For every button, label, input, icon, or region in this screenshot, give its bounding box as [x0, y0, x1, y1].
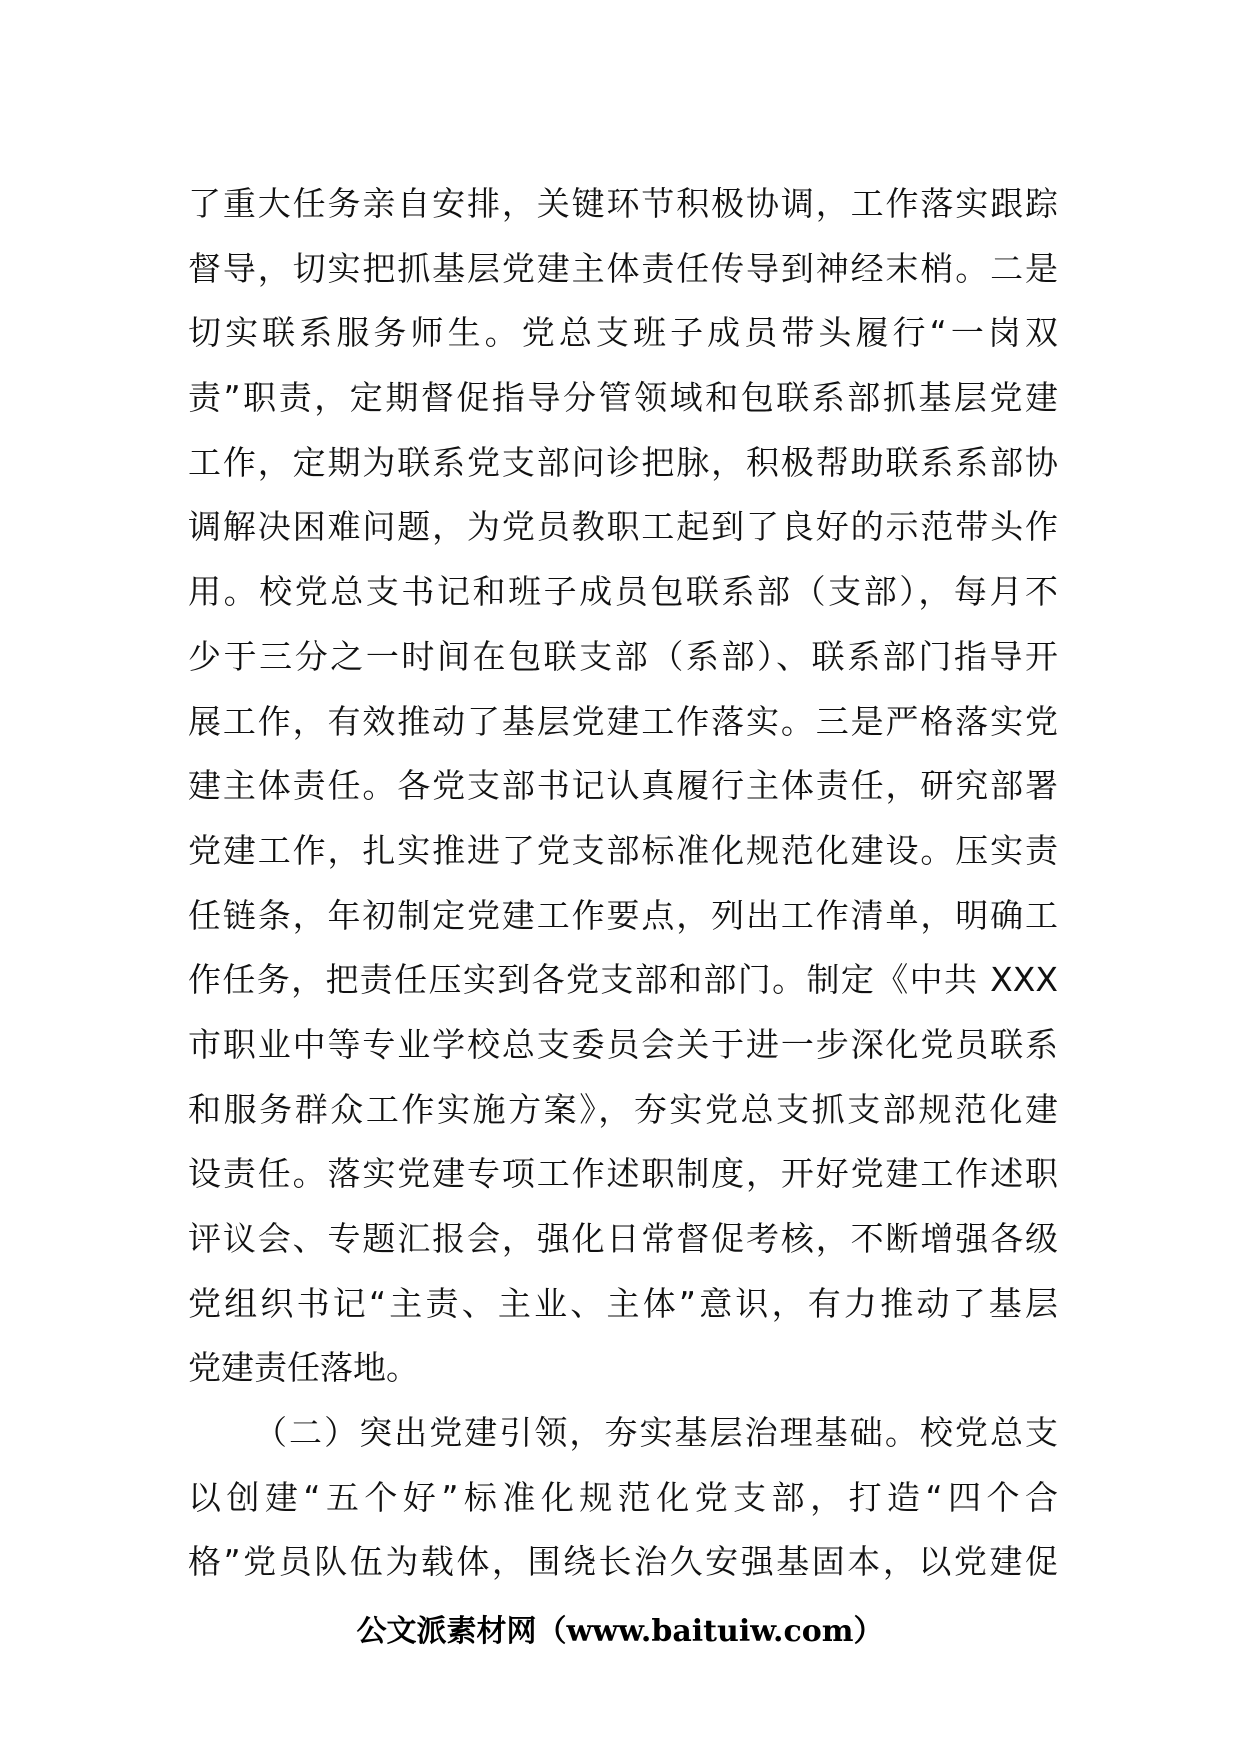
text-line: 督导，切实把抓基层党建主体责任传导到神经末梢。二是: [188, 248, 1058, 288]
text-line: 格”党员队伍为载体，围绕长治久安强基固本，以党建促: [188, 1542, 1058, 1582]
text-line: 任链条，年初制定党建工作要点，列出工作清单，明确工: [188, 895, 1058, 935]
paragraph-end-line: 党建责任落地。: [188, 1348, 419, 1388]
text-line: 党建工作，扎实推进了党支部标准化规范化建设。压实责: [188, 830, 1058, 870]
text-line: 少于三分之一时间在包联支部（系部）、联系部门指导开: [188, 636, 1058, 676]
text-line: 设责任。落实党建专项工作述职制度，开好党建工作述职: [188, 1154, 1058, 1194]
text-line: 调解决困难问题，为党员教职工起到了良好的示范带头作: [188, 507, 1058, 547]
text-line: 了重大任务亲自安排，关键环节积极协调，工作落实跟踪: [188, 184, 1058, 223]
text-line: 建主体责任。各党支部书记认真履行主体责任，研究部署: [188, 766, 1058, 806]
text-line: 责”职责，定期督促指导分管领域和包联系部抓基层党建: [188, 378, 1058, 418]
text-line: 党组织书记“主责、主业、主体”意识，有力推动了基层: [188, 1283, 1058, 1323]
section-heading-line: （二）突出党建引领，夯实基层治理基础。校党总支: [254, 1413, 1058, 1453]
text-line: 工作，定期为联系党支部问诊把脉，积极帮助联系系部协: [188, 442, 1058, 482]
text-line: 和服务群众工作实施方案》，夯实党总支抓支部规范化建: [188, 1089, 1058, 1129]
site-watermark-footer: 公文派素材网（www.baituiw.com）: [356, 1614, 884, 1649]
document-body: [188, 172, 1058, 1595]
text-line: 展工作，有效推动了基层党建工作落实。三是严格落实党: [188, 701, 1058, 741]
text-line: 切实联系服务师生。党总支班子成员带头履行“一岗双: [188, 313, 1058, 353]
text-line: 以创建“五个好”标准化规范化党支部，打造“四个合: [188, 1477, 1058, 1517]
text-line: 评议会、专题汇报会，强化日常督促考核，不断增强各级: [188, 1219, 1058, 1258]
text-line: 作任务，把责任压实到各党支部和部门。制定《中共 XXX: [188, 960, 1058, 1000]
text-line: 用。校党总支书记和班子成员包联系部（支部），每月不: [188, 572, 1058, 612]
text-line: 市职业中等专业学校总支委员会关于进一步深化党员联系: [188, 1024, 1058, 1064]
